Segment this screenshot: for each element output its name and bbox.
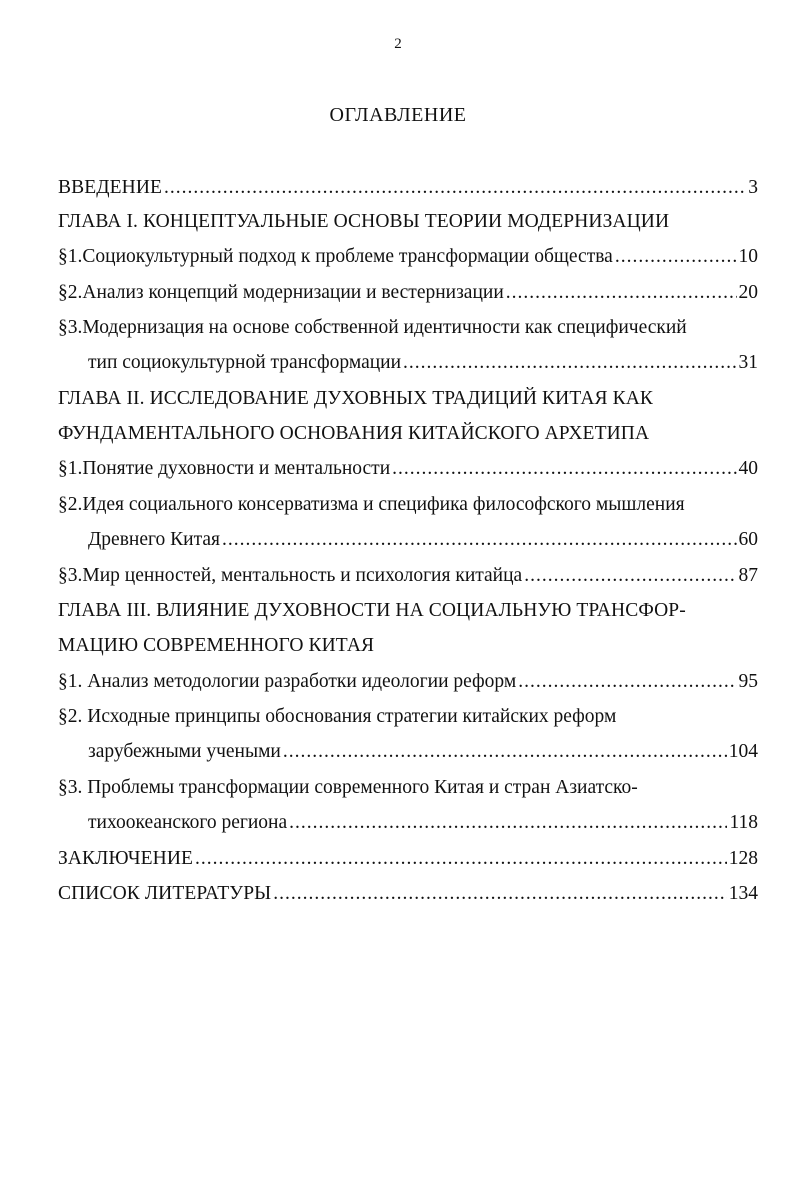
toc-entry-text: ЗАКЛЮЧЕНИЕ xyxy=(58,848,194,869)
dot-leader xyxy=(222,526,737,554)
dot-leader xyxy=(518,668,736,696)
toc-entry-ch2-s1[interactable] xyxy=(58,455,758,483)
toc-entry-ch2-s2[interactable] xyxy=(88,526,758,554)
dot-leader xyxy=(392,455,736,483)
toc-entry-ch3-s3-line1[interactable]: §3. Проблемы трансформации современного Китая и стран Азиатско- xyxy=(58,777,638,798)
toc-entry-text: зарубежными учеными xyxy=(88,741,281,762)
page-title: ОГЛАВЛЕНИЕ xyxy=(329,104,467,126)
toc-entry-references[interactable] xyxy=(58,880,758,908)
toc-entry-ch1-s3-line1[interactable]: §3.Модернизация на основе собственной идентичности как специфический xyxy=(58,317,687,338)
toc-entry-page: 118 xyxy=(729,812,758,833)
toc-entry-page: 95 xyxy=(738,671,758,692)
toc-entry-ch2-s3[interactable] xyxy=(58,562,758,590)
toc-entry-page: 128 xyxy=(728,848,758,869)
dot-leader xyxy=(524,562,736,590)
dot-leader xyxy=(164,174,746,202)
toc-entry-text: §3.Мир ценностей, ментальность и психология китайца xyxy=(58,565,523,586)
dot-leader xyxy=(283,738,727,766)
toc-entry-page: 104 xyxy=(728,741,758,762)
toc-entry-text: §1.Социокультурный подход к проблеме трансформации общества xyxy=(58,246,613,267)
toc-entry-text: ВВЕДЕНИЕ xyxy=(58,177,163,198)
toc-entry-conclusion[interactable] xyxy=(58,845,758,873)
toc-entry-ch2-s2-line1[interactable]: §2.Идея социального консерватизма и специфика философского мышления xyxy=(58,494,685,515)
toc-chapter-3-heading-line1[interactable]: ГЛАВА III. ВЛИЯНИЕ ДУХОВНОСТИ НА СОЦИАЛЬНУЮ ТРАНСФОР- xyxy=(58,600,686,621)
toc-entry-ch1-s1[interactable] xyxy=(58,243,758,271)
toc-entry-text: §2.Анализ концепций модернизации и вестернизации xyxy=(58,282,504,303)
dot-leader xyxy=(289,809,727,837)
toc-entry-text: тип социокультурной трансформации xyxy=(88,352,402,373)
dot-leader xyxy=(195,845,727,873)
toc-entry-ch3-s2[interactable] xyxy=(88,738,758,766)
toc-entry-page: 31 xyxy=(738,352,758,373)
toc-entry-page: 60 xyxy=(738,529,758,550)
toc-entry-ch1-s3[interactable] xyxy=(88,349,758,377)
toc-entry-text: §1. Анализ методологии разработки идеологии реформ xyxy=(58,671,517,692)
toc-entry-ch3-s2-line1[interactable]: §2. Исходные принципы обоснования стратегии китайских реформ xyxy=(58,706,617,727)
toc-entry-page: 3 xyxy=(748,177,758,198)
dot-leader xyxy=(403,349,736,377)
page-number: 2 xyxy=(394,36,402,52)
toc-entry-text: тихоокеанского региона xyxy=(88,812,288,833)
toc-entry-ch3-s1[interactable] xyxy=(58,668,758,696)
toc-chapter-2-heading-line2[interactable]: ФУНДАМЕНТАЛЬНОГО ОСНОВАНИЯ КИТАЙСКОГО АРХЕТИПА xyxy=(58,423,650,444)
toc-entry-introduction[interactable] xyxy=(58,174,758,202)
toc-entry-text: СПИСОК ЛИТЕРАТУРЫ xyxy=(58,883,272,904)
toc-entry-ch3-s3[interactable] xyxy=(88,809,758,837)
dot-leader xyxy=(506,279,737,307)
toc-entry-text: Древнего Китая xyxy=(88,529,220,550)
toc-chapter-2-heading-line1[interactable]: ГЛАВА II. ИССЛЕДОВАНИЕ ДУХОВНЫХ ТРАДИЦИЙ КИТАЯ КАК xyxy=(58,388,654,409)
toc-entry-page: 10 xyxy=(738,246,758,267)
toc-chapter-1-heading[interactable]: ГЛАВА I. КОНЦЕПТУАЛЬНЫЕ ОСНОВЫ ТЕОРИИ МОДЕРНИЗАЦИИ xyxy=(58,211,670,232)
toc-entry-ch1-s2[interactable] xyxy=(58,279,758,307)
toc-entry-text: §1.Понятие духовности и ментальности xyxy=(58,458,391,479)
toc-entry-page: 134 xyxy=(728,883,758,904)
toc-entry-page: 40 xyxy=(738,458,758,479)
dot-leader xyxy=(615,243,737,271)
dot-leader xyxy=(273,880,726,908)
toc-entry-page: 87 xyxy=(738,565,758,586)
toc-chapter-3-heading-line2[interactable]: МАЦИЮ СОВРЕМЕННОГО КИТАЯ xyxy=(58,635,375,656)
toc-entry-page: 20 xyxy=(738,282,758,303)
